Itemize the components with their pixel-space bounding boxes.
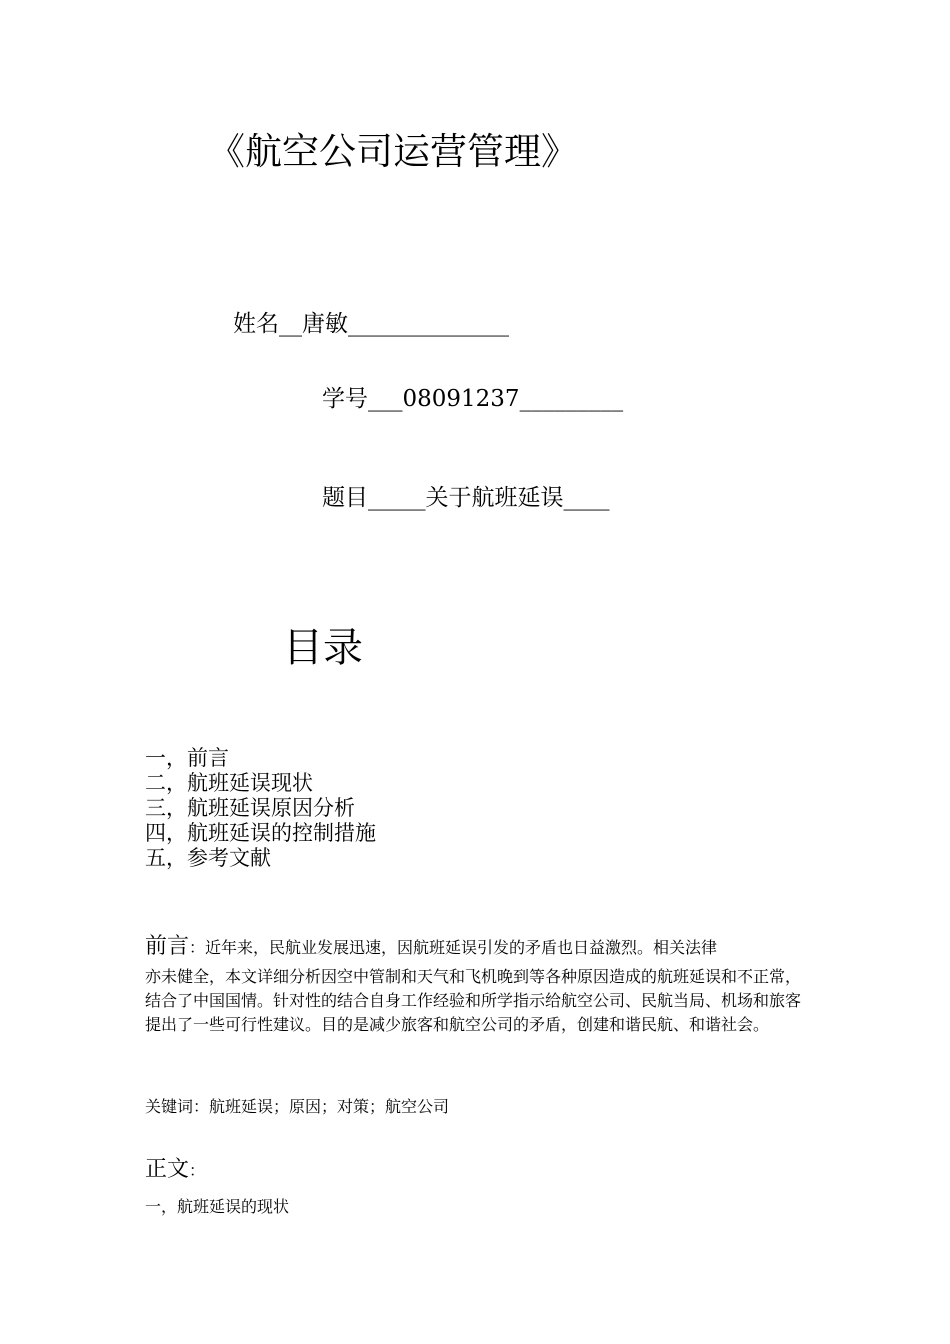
preface-lead: 前言 [145,934,190,959]
topic-label: 题目 [322,485,368,511]
body-heading-colon: ： [189,1161,206,1180]
preface-paragraph [145,930,810,1037]
toc-item: 四，航班延误的控制措施 [145,821,376,845]
section-heading: 一，航班延误的现状 [145,1197,290,1216]
topic-value: _____关于航班延误____ [368,485,610,511]
toc-item: 五，参考文献 [145,846,271,870]
document-title: 《航空公司运营管理》 [208,130,578,173]
toc-list [145,746,376,871]
name-label: 姓名 [233,311,279,337]
student-id-field [322,384,623,414]
toc-item: 一，前言 [145,746,229,770]
topic-field [322,483,610,513]
student-id-value: ___08091237_________ [368,386,624,412]
preface-line1: ：近年来，民航业发展迅速，因航班延误引发的矛盾也日益激烈。相关法律 [189,938,718,957]
name-value: __唐敏______________ [279,311,509,337]
name-field [233,309,509,339]
body-heading-text: 正文 [145,1157,190,1182]
body-heading [145,1154,205,1187]
toc-item: 三，航班延误原因分析 [145,796,355,820]
keywords: 关键词：航班延误；原因；对策；航空公司 [145,1097,450,1116]
preface-body: 亦未健全，本文详细分析因空中管制和天气和飞机晚到等各种原因造成的航班延误和不正常，结合了中国国情。针对性的结合自身工作经验和所学指示给航空公司、民航当局、机场和旅客提出了一些可行性建议。目的是减少旅客和航空公司的矛盾，创建和谐民航、和谐社会。 [145,967,802,1034]
student-id-label: 学号 [322,386,368,412]
toc-title: 目录 [283,625,363,671]
toc-item: 二，航班延误现状 [145,771,313,795]
preface-first-line [145,930,810,965]
